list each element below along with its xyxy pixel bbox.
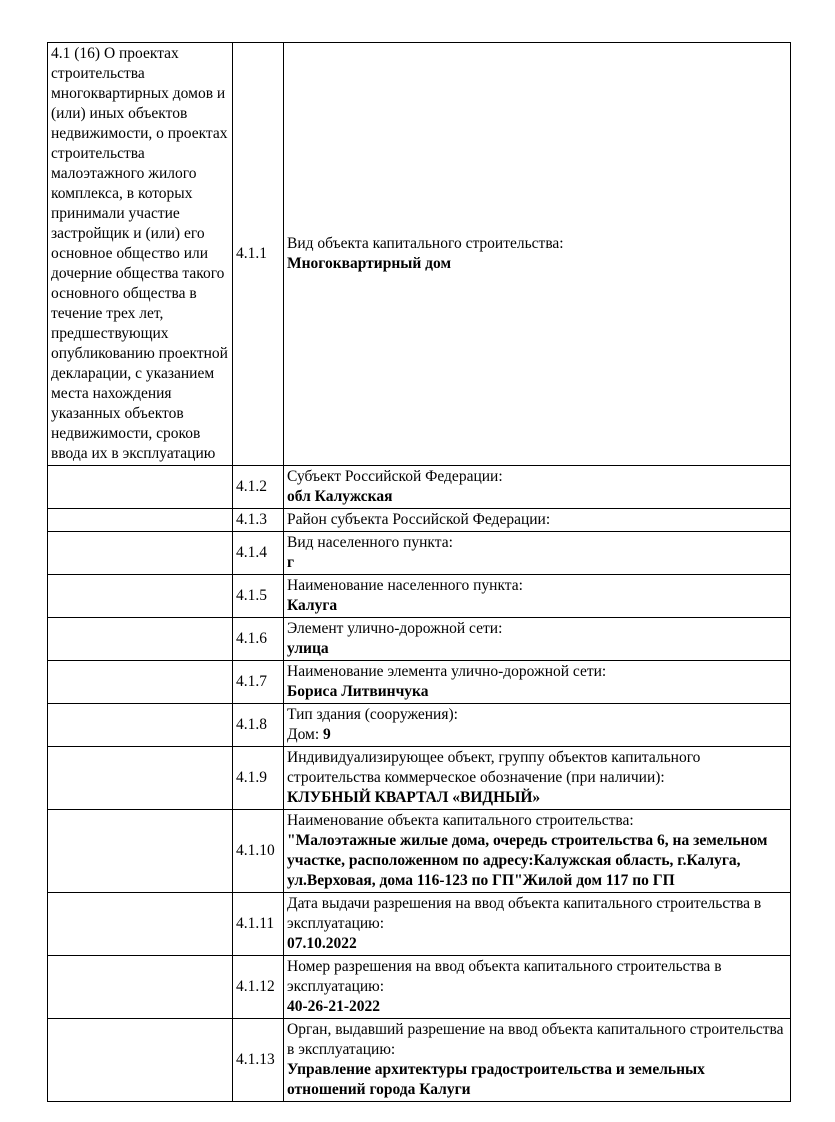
table-body [48, 43, 791, 1102]
row-value-line [287, 553, 787, 573]
row-description-cell [48, 956, 233, 1019]
document-page [0, 42, 835, 1122]
row-value-line [287, 596, 787, 616]
row-value: г [287, 554, 295, 571]
row-value-line [287, 934, 787, 954]
row-label: Тип здания (сооружения): [287, 706, 458, 723]
row-code: 4.1.1 [233, 43, 284, 466]
row-label: Элемент улично-дорожной сети: [287, 620, 503, 637]
table-row [48, 466, 791, 509]
row-content-cell [284, 956, 791, 1019]
row-description-cell [48, 810, 233, 893]
row-value-prefix: Дом: [287, 726, 324, 743]
row-description-cell [48, 1019, 233, 1102]
row-content-cell [284, 747, 791, 810]
row-label: Наименование населенного пункта: [287, 577, 523, 594]
table-row [48, 618, 791, 661]
table-row [48, 747, 791, 810]
row-value-line [287, 639, 787, 659]
row-description-cell [48, 661, 233, 704]
row-content-cell [284, 618, 791, 661]
row-value-line [287, 997, 787, 1017]
row-value: 9 [323, 726, 331, 743]
row-description-cell [48, 532, 233, 575]
row-content-cell [284, 661, 791, 704]
row-content-cell [284, 466, 791, 509]
row-description-cell [48, 704, 233, 747]
row-code: 4.1.9 [233, 747, 284, 810]
row-description-cell [48, 747, 233, 810]
row-value-line [287, 487, 787, 507]
row-code: 4.1.7 [233, 661, 284, 704]
table-row [48, 661, 791, 704]
row-content-cell [284, 509, 791, 532]
row-value-line [287, 831, 787, 891]
row-label: Орган, выдавший разрешение на ввод объекта капитального строительства в эксплуатацию: [287, 1021, 784, 1058]
row-content-cell [284, 893, 791, 956]
row-content-cell [284, 532, 791, 575]
row-value: 40-26-21-2022 [287, 998, 380, 1015]
table-row [48, 893, 791, 956]
row-description-cell [48, 466, 233, 509]
table-row [48, 810, 791, 893]
project-declaration-table [47, 42, 791, 1102]
row-label: Номер разрешения на ввод объекта капитального строительства в эксплуатацию: [287, 958, 722, 995]
row-description-cell: 4.1 (16) О проектах строительства многоквартирных домов и (или) иных объектов недвижимости, о проектах строительства малоэтажного жилого комплекса, в которых принимали участие застройщик и (или) его основное общество или дочерние общества такого основного общества в течение трех лет, предшествующих опубликованию проектной декларации, с указанием места нахождения указанных объектов недвижимости, сроков ввода их в эксплуатацию [48, 43, 233, 466]
row-code: 4.1.3 [233, 509, 284, 532]
row-code: 4.1.8 [233, 704, 284, 747]
row-code: 4.1.11 [233, 893, 284, 956]
row-label: Индивидуализирующее объект, группу объектов капитального строительства коммерческое обозначение (при наличии): [287, 749, 701, 786]
row-code: 4.1.5 [233, 575, 284, 618]
row-label: Наименование элемента улично-дорожной сети: [287, 663, 607, 680]
row-label: Дата выдачи разрешения на ввод объекта капитального строительства в эксплуатацию: [287, 895, 762, 932]
row-value: Калуга [287, 597, 338, 614]
row-description-cell [48, 618, 233, 661]
row-value: обл Калужская [287, 488, 393, 505]
table-row [48, 575, 791, 618]
row-value-line [287, 682, 787, 702]
row-value: 07.10.2022 [287, 935, 357, 952]
table-row [48, 1019, 791, 1102]
row-code: 4.1.13 [233, 1019, 284, 1102]
row-value: Управление архитектуры градостроительства и земельных отношений города Калуги [287, 1061, 705, 1098]
row-content-cell [284, 810, 791, 893]
table-row [48, 509, 791, 532]
row-content-cell [284, 575, 791, 618]
row-code: 4.1.4 [233, 532, 284, 575]
table-row [48, 704, 791, 747]
row-value: Бориса Литвинчука [287, 683, 429, 700]
row-value: улица [287, 640, 329, 657]
row-content-cell [284, 1019, 791, 1102]
row-content-cell [284, 43, 791, 466]
row-value-line [287, 788, 787, 808]
table-row [48, 532, 791, 575]
table-row [48, 956, 791, 1019]
row-label: Вид объекта капитального строительства: [287, 235, 564, 252]
row-description-cell [48, 575, 233, 618]
row-content-cell [284, 704, 791, 747]
row-description-cell [48, 509, 233, 532]
row-value: КЛУБНЫЙ КВАРТАЛ «ВИДНЫЙ» [287, 789, 541, 806]
row-code: 4.1.2 [233, 466, 284, 509]
row-label: Субъект Российской Федерации: [287, 468, 503, 485]
row-value-line [287, 254, 787, 274]
row-value: "Малоэтажные жилые дома, очередь строительства 6, на земельном участке, расположенном по адресу:Калужская область, г.Калуга, ул.Верховая, дома 116-123 по ГП"Жилой дом 117 по ГП [287, 832, 768, 889]
row-value-line [287, 1060, 787, 1100]
row-value-line [287, 725, 787, 745]
row-code: 4.1.10 [233, 810, 284, 893]
row-code: 4.1.12 [233, 956, 284, 1019]
row-label: Район субъекта Российской Федерации: [287, 511, 551, 528]
table-row [48, 43, 791, 466]
row-label: Вид населенного пункта: [287, 534, 453, 551]
row-label: Наименование объекта капитального строительства: [287, 812, 634, 829]
row-code: 4.1.6 [233, 618, 284, 661]
row-value: Многоквартирный дом [287, 255, 452, 272]
row-description-cell [48, 893, 233, 956]
